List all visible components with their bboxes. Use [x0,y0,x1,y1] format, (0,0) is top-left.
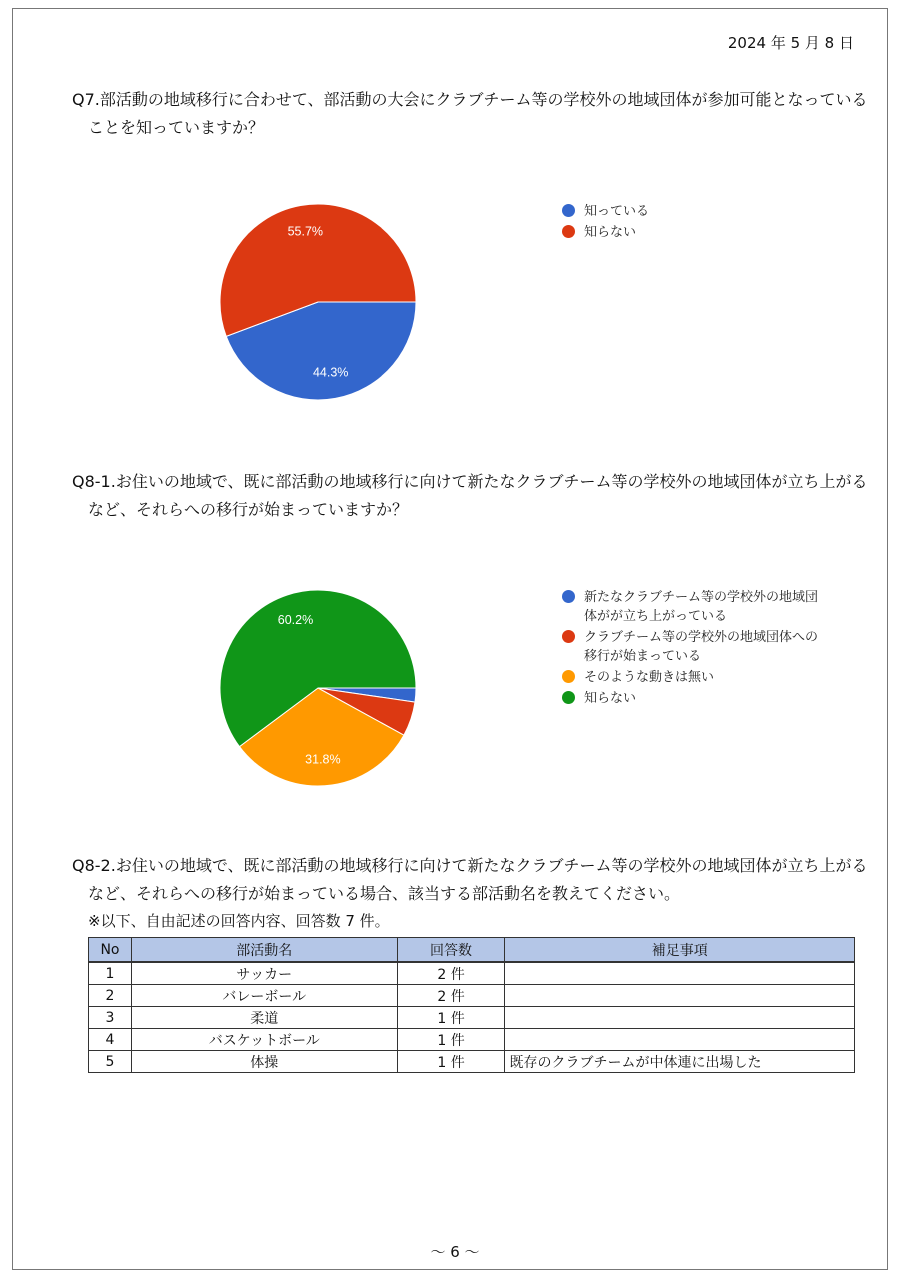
legend-item [562,688,862,707]
legend-swatch [562,204,575,217]
legend-label: クラブチーム等の学校外の地域団体への [584,629,819,644]
legend-swatch [562,225,575,238]
cell-club: 柔道 [131,1007,397,1029]
legend-label: 知っている [584,203,650,218]
cell-remarks [505,1029,855,1051]
pie-data-label: 55.7% [287,224,324,239]
cell-count: 1 件 [397,1051,505,1073]
cell-no: 5 [89,1051,132,1073]
legend-swatch [562,590,575,603]
cell-club: バスケットボール [131,1029,397,1051]
cell-remarks [505,962,855,985]
cell-count: 2 件 [397,985,505,1007]
question-q8-2: Q8-2.お住いの地域で、既に部活動の地域移行に向けて新たなクラブチーム等の学校外の地域団体が立ち上がるなど、それらへの移行が始まっている場合、該当する部活動名を教えてください。 [72,856,868,903]
legend-q7 [562,201,862,243]
question-q8-1: Q8-1.お住いの地域で、既に部活動の地域移行に向けて新たなクラブチーム等の学校外の地域団体が立ち上がるなど、それらへの移行が始まっていますか？ [72,472,868,519]
table-header-row [89,938,855,963]
cell-no: 3 [89,1007,132,1029]
legend-q8-1 [562,587,862,709]
table-row [89,985,855,1007]
cell-remarks [505,985,855,1007]
header-club: 部活動名 [131,938,397,963]
legend-label: 新たなクラブチーム等の学校外の地域団 [584,589,819,604]
pie-data-label: 44.3% [312,365,349,380]
pie-chart-q8-1 [218,588,418,788]
legend-item [562,627,862,665]
free-text-note: ※以下、自由記述の回答内容、回答数 7 件。 [88,912,390,930]
cell-remarks: 既存のクラブチームが中体連に出場した [505,1051,855,1073]
cell-club: サッカー [131,962,397,985]
question-q7: Q7.部活動の地域移行に合わせて、部活動の大会にクラブチーム等の学校外の地域団体が参加可能となっていることを知っていますか？ [72,90,868,137]
table-row [89,1007,855,1029]
cell-count: 1 件 [397,1029,505,1051]
club-results-table [88,937,855,1073]
legend-item [562,667,862,686]
legend-label: そのような動きは無い [584,669,715,684]
cell-count: 2 件 [397,962,505,985]
legend-label-line2: 移行が始まっている [584,648,702,663]
legend-swatch [562,630,575,643]
document-date: 2024 年 5 月 8 日 [727,34,854,52]
legend-label: 知らない [584,224,637,239]
cell-no: 1 [89,962,132,985]
legend-label: 知らない [584,690,637,705]
table-row [89,1029,855,1051]
pie-chart-q7 [218,202,418,402]
cell-remarks [505,1007,855,1029]
legend-item [562,587,862,625]
table-row [89,962,855,985]
cell-club: 体操 [131,1051,397,1073]
header-no: No [89,938,132,963]
legend-item [562,201,862,220]
cell-count: 1 件 [397,1007,505,1029]
pie-data-label: 31.8% [305,752,341,767]
header-count: 回答数 [397,938,505,963]
legend-swatch [562,691,575,704]
pie-data-label: 60.2% [277,613,314,628]
table-row [89,1051,855,1073]
legend-swatch [562,670,575,683]
cell-no: 2 [89,985,132,1007]
header-remarks: 補足事項 [505,938,855,963]
cell-no: 4 [89,1029,132,1051]
page-number: ～ 6 ～ [430,1243,480,1261]
legend-label-line2: 体がが立ち上がっている [584,608,728,623]
legend-item [562,222,862,241]
cell-club: バレーボール [131,985,397,1007]
